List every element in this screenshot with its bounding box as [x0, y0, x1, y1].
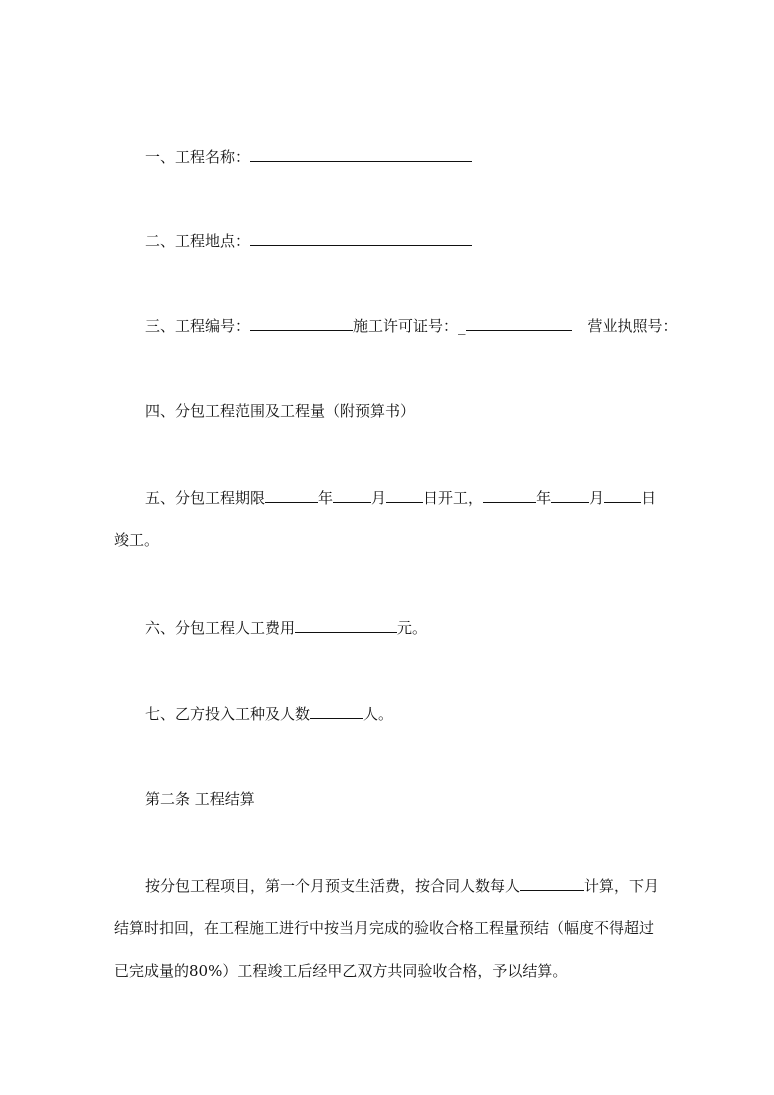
project-number-blank[interactable] [250, 315, 353, 331]
item-project-number [145, 315, 678, 336]
labor-cost-blank[interactable] [295, 617, 397, 633]
article-2-para-line-1 [145, 875, 659, 896]
start-suffix: 日开工， [423, 489, 484, 507]
para-text-3: 已完成量的80%）工程竣工后经甲乙双方共同验收合格，予以结算。 [114, 962, 568, 980]
end-day-blank[interactable] [604, 487, 641, 503]
para-text-2: 结算时扣回，在工程施工进行中按当月完成的验收合格工程量预结（幅度不得超过 [114, 919, 655, 937]
project-number-label: 三、工程编号： [145, 317, 251, 335]
day-label: 日 [641, 489, 657, 507]
workers-label: 七、乙方投入工种及人数 [145, 705, 311, 723]
item-period [145, 487, 656, 508]
item-labor-cost [145, 617, 427, 638]
project-location-blank[interactable] [250, 230, 472, 246]
item-workers [145, 703, 393, 724]
permit-label: 施工许可证号：_ [353, 317, 466, 335]
article-2-title: 第二条 工程结算 [145, 790, 255, 808]
period-label: 五、分包工程期限 [145, 489, 266, 507]
month-label-2: 月 [589, 489, 605, 507]
start-year-blank[interactable] [265, 487, 318, 503]
item-scope [145, 401, 415, 421]
start-month-blank[interactable] [333, 487, 371, 503]
people-suffix: 人。 [363, 705, 394, 723]
item-period-finish [114, 530, 159, 550]
living-cost-blank[interactable] [520, 875, 584, 891]
yuan-suffix: 元。 [397, 619, 428, 637]
para-text-b: 计算，下月 [584, 877, 660, 895]
article-2-para-line-2 [114, 918, 654, 938]
workers-blank[interactable] [310, 703, 363, 719]
start-day-blank[interactable] [386, 487, 423, 503]
project-location-label: 二、工程地点： [145, 232, 251, 250]
labor-cost-label: 六、分包工程人工费用 [145, 619, 296, 637]
year-label: 年 [318, 489, 334, 507]
project-name-blank[interactable] [250, 146, 472, 162]
license-label: 营业执照号： [587, 317, 678, 335]
scope-label: 四、分包工程范围及工程量（附预算书） [145, 402, 416, 420]
project-name-label: 一、工程名称： [145, 148, 251, 166]
year-label-2: 年 [536, 489, 552, 507]
month-label: 月 [371, 489, 387, 507]
end-year-blank[interactable] [483, 487, 536, 503]
item-project-location [145, 230, 472, 251]
para-text-a: 按分包工程项目，第一个月预支生活费，按合同人数每人 [145, 877, 521, 895]
finish-text: 竣工。 [114, 531, 160, 549]
article-2-para-line-3 [114, 961, 567, 981]
permit-blank[interactable] [466, 315, 572, 331]
end-month-blank[interactable] [551, 487, 589, 503]
item-project-name [145, 146, 472, 167]
article-2-heading [145, 789, 255, 809]
